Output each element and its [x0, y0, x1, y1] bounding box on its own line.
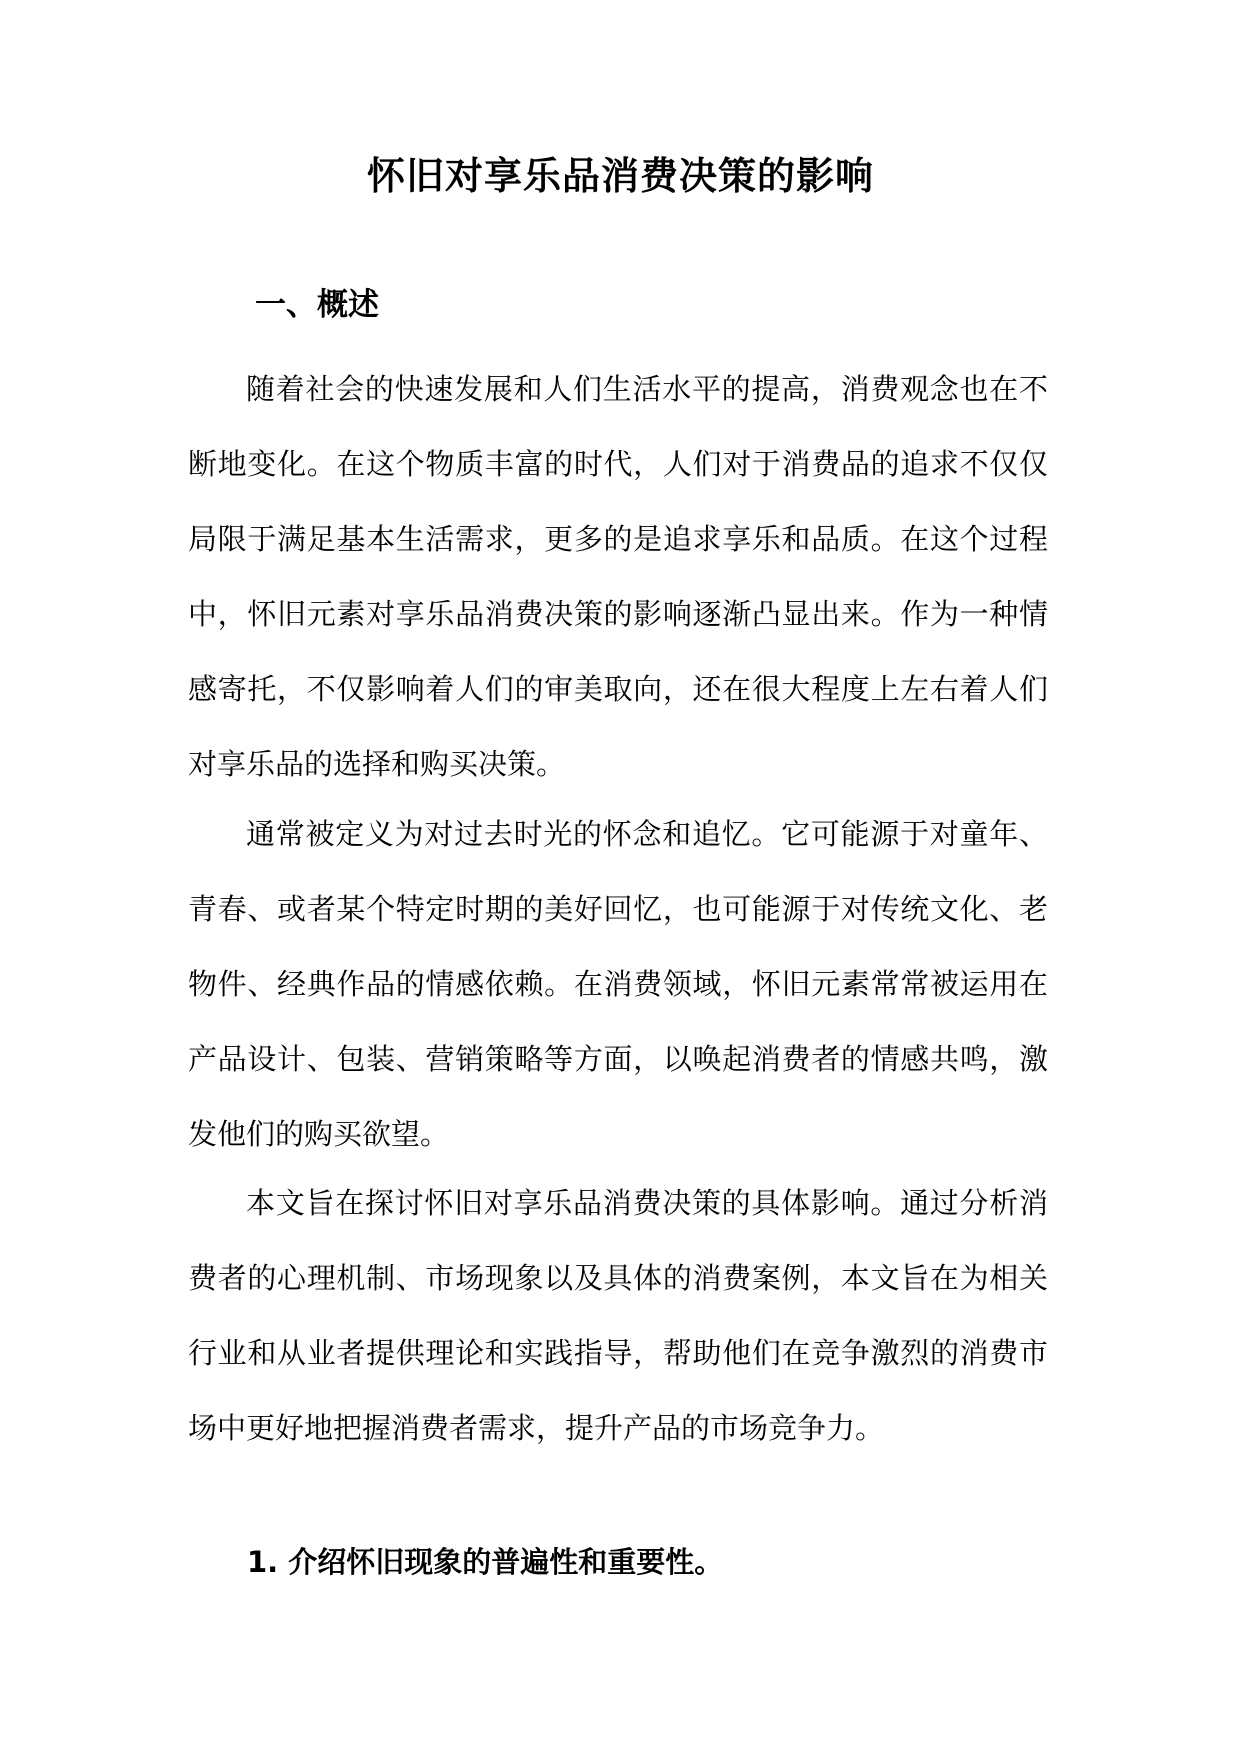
- document-title: 怀旧对享乐品消费决策的影响: [366, 154, 874, 198]
- paragraph-3: 本文旨在探讨怀旧对享乐品消费决策的具体影响。通过分析消费者的心理机制、市场现象以及具体的消费案例，本文旨在为相关行业和从业者提供理论和实践指导，帮助他们在竞争激烈的消费市场中更好地把握消费者需求，提升产品的市场竞争力。: [188, 1186, 1048, 1445]
- paragraph-1: 随着社会的快速发展和人们生活水平的提高，消费观念也在不断地变化。在这个物质丰富的时代，人们对于消费品的追求不仅仅局限于满足基本生活需求，更多的是追求享乐和品质。在这个过程中，怀旧元素对享乐品消费决策的影响逐渐凸显出来。作为一种情感寄托，不仅影响着人们的审美取向，还在很大程度上左右着人们对享乐品的选择和购买决策。: [188, 372, 1048, 781]
- paragraph-2: 通常被定义为对过去时光的怀念和追忆。它可能源于对童年、青春、或者某个特定时期的美好回忆，也可能源于对传统文化、老物件、经典作品的情感依赖。在消费领域，怀旧元素常常被运用在产品设计、包装、营销策略等方面，以唤起消费者的情感共鸣，激发他们的购买欲望。: [188, 817, 1048, 1151]
- subsection-heading: 1. 介绍怀旧现象的普遍性和重要性。: [247, 1545, 724, 1579]
- section-heading: 一、概述: [255, 287, 379, 323]
